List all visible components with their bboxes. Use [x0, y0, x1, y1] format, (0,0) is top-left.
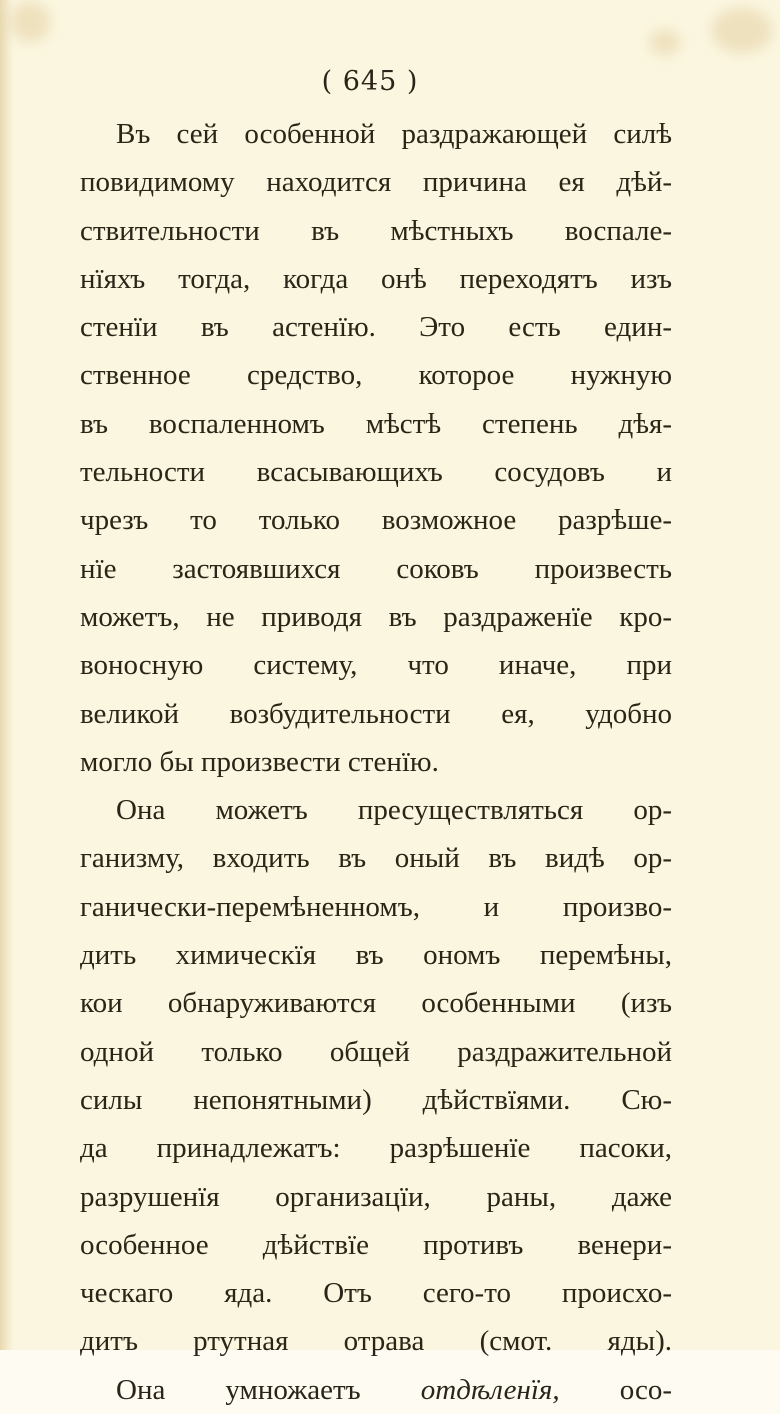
- text-line: нїе застоявшихся соковъ произвесть: [80, 552, 672, 585]
- text-line: тельности всасывающихъ сосудовъ и: [80, 456, 672, 489]
- text-line: великой возбудительности ея, удобно: [80, 697, 672, 730]
- text-line: ческаго яда. Отъ сего-то происхо-: [80, 1277, 672, 1310]
- text-line: одной только общей раздражительной: [80, 1035, 672, 1068]
- italic-term: отдѣленїя,: [420, 1373, 560, 1406]
- text-line: воносную систему, что иначе, при: [80, 649, 672, 682]
- text-line: Она можетъ пресуществляться ор-: [116, 794, 672, 827]
- text-line: могло бы произвести стенїю.: [80, 745, 439, 778]
- text-line: повидимому находится причина ея дѣй-: [80, 166, 672, 199]
- text-line: [80, 1366, 672, 1414]
- text-line: ганически-перемѣненномъ, и произво-: [80, 890, 672, 923]
- text-run: Она умножаетъ: [116, 1373, 361, 1406]
- paper-stain: [10, 2, 50, 42]
- text-run: осо-: [619, 1373, 673, 1406]
- page-left-edge: [0, 0, 14, 1350]
- paper-stain: [650, 30, 680, 55]
- paper-stain: [712, 8, 772, 53]
- text-line: чрезъ то только возможное разрѣше-: [80, 504, 672, 537]
- text-line: разрушенїя организацїи, раны, даже: [80, 1180, 672, 1213]
- text-line: дитъ ртутная отрава (смот. яды).: [80, 1325, 672, 1358]
- text-line: дить химическїя въ ономъ перемѣны,: [80, 939, 672, 972]
- text-line: силы непонятными) дѣйствїями. Сю-: [80, 1083, 672, 1116]
- text-line: ственное средство, которое нужную: [80, 359, 672, 392]
- text-line: ганизму, входить въ оный въ видѣ ор-: [80, 842, 672, 875]
- text-line: особенное дѣйствїе противъ венери-: [80, 1228, 672, 1261]
- text-line: стенїи въ астенїю. Это есть един-: [80, 311, 672, 344]
- page-number: ( 645 ): [321, 66, 419, 97]
- text-line: кои обнаруживаются особенными (изъ: [80, 987, 672, 1020]
- text-line: нїяхъ тогда, когда онѣ переходятъ изъ: [80, 262, 672, 295]
- text-line: Въ сей особенной раздражающей силѣ: [116, 118, 672, 150]
- body-text: [80, 110, 672, 1414]
- text-line: да принадлежатъ: разрѣшенїе пасоки,: [80, 1132, 672, 1165]
- text-line: въ воспаленномъ мѣстѣ степень дѣя-: [80, 407, 672, 440]
- text-line: можетъ, не приводя въ раздраженїе кро-: [80, 600, 672, 633]
- text-line: ствительности въ мѣстныхъ воспале-: [80, 214, 672, 247]
